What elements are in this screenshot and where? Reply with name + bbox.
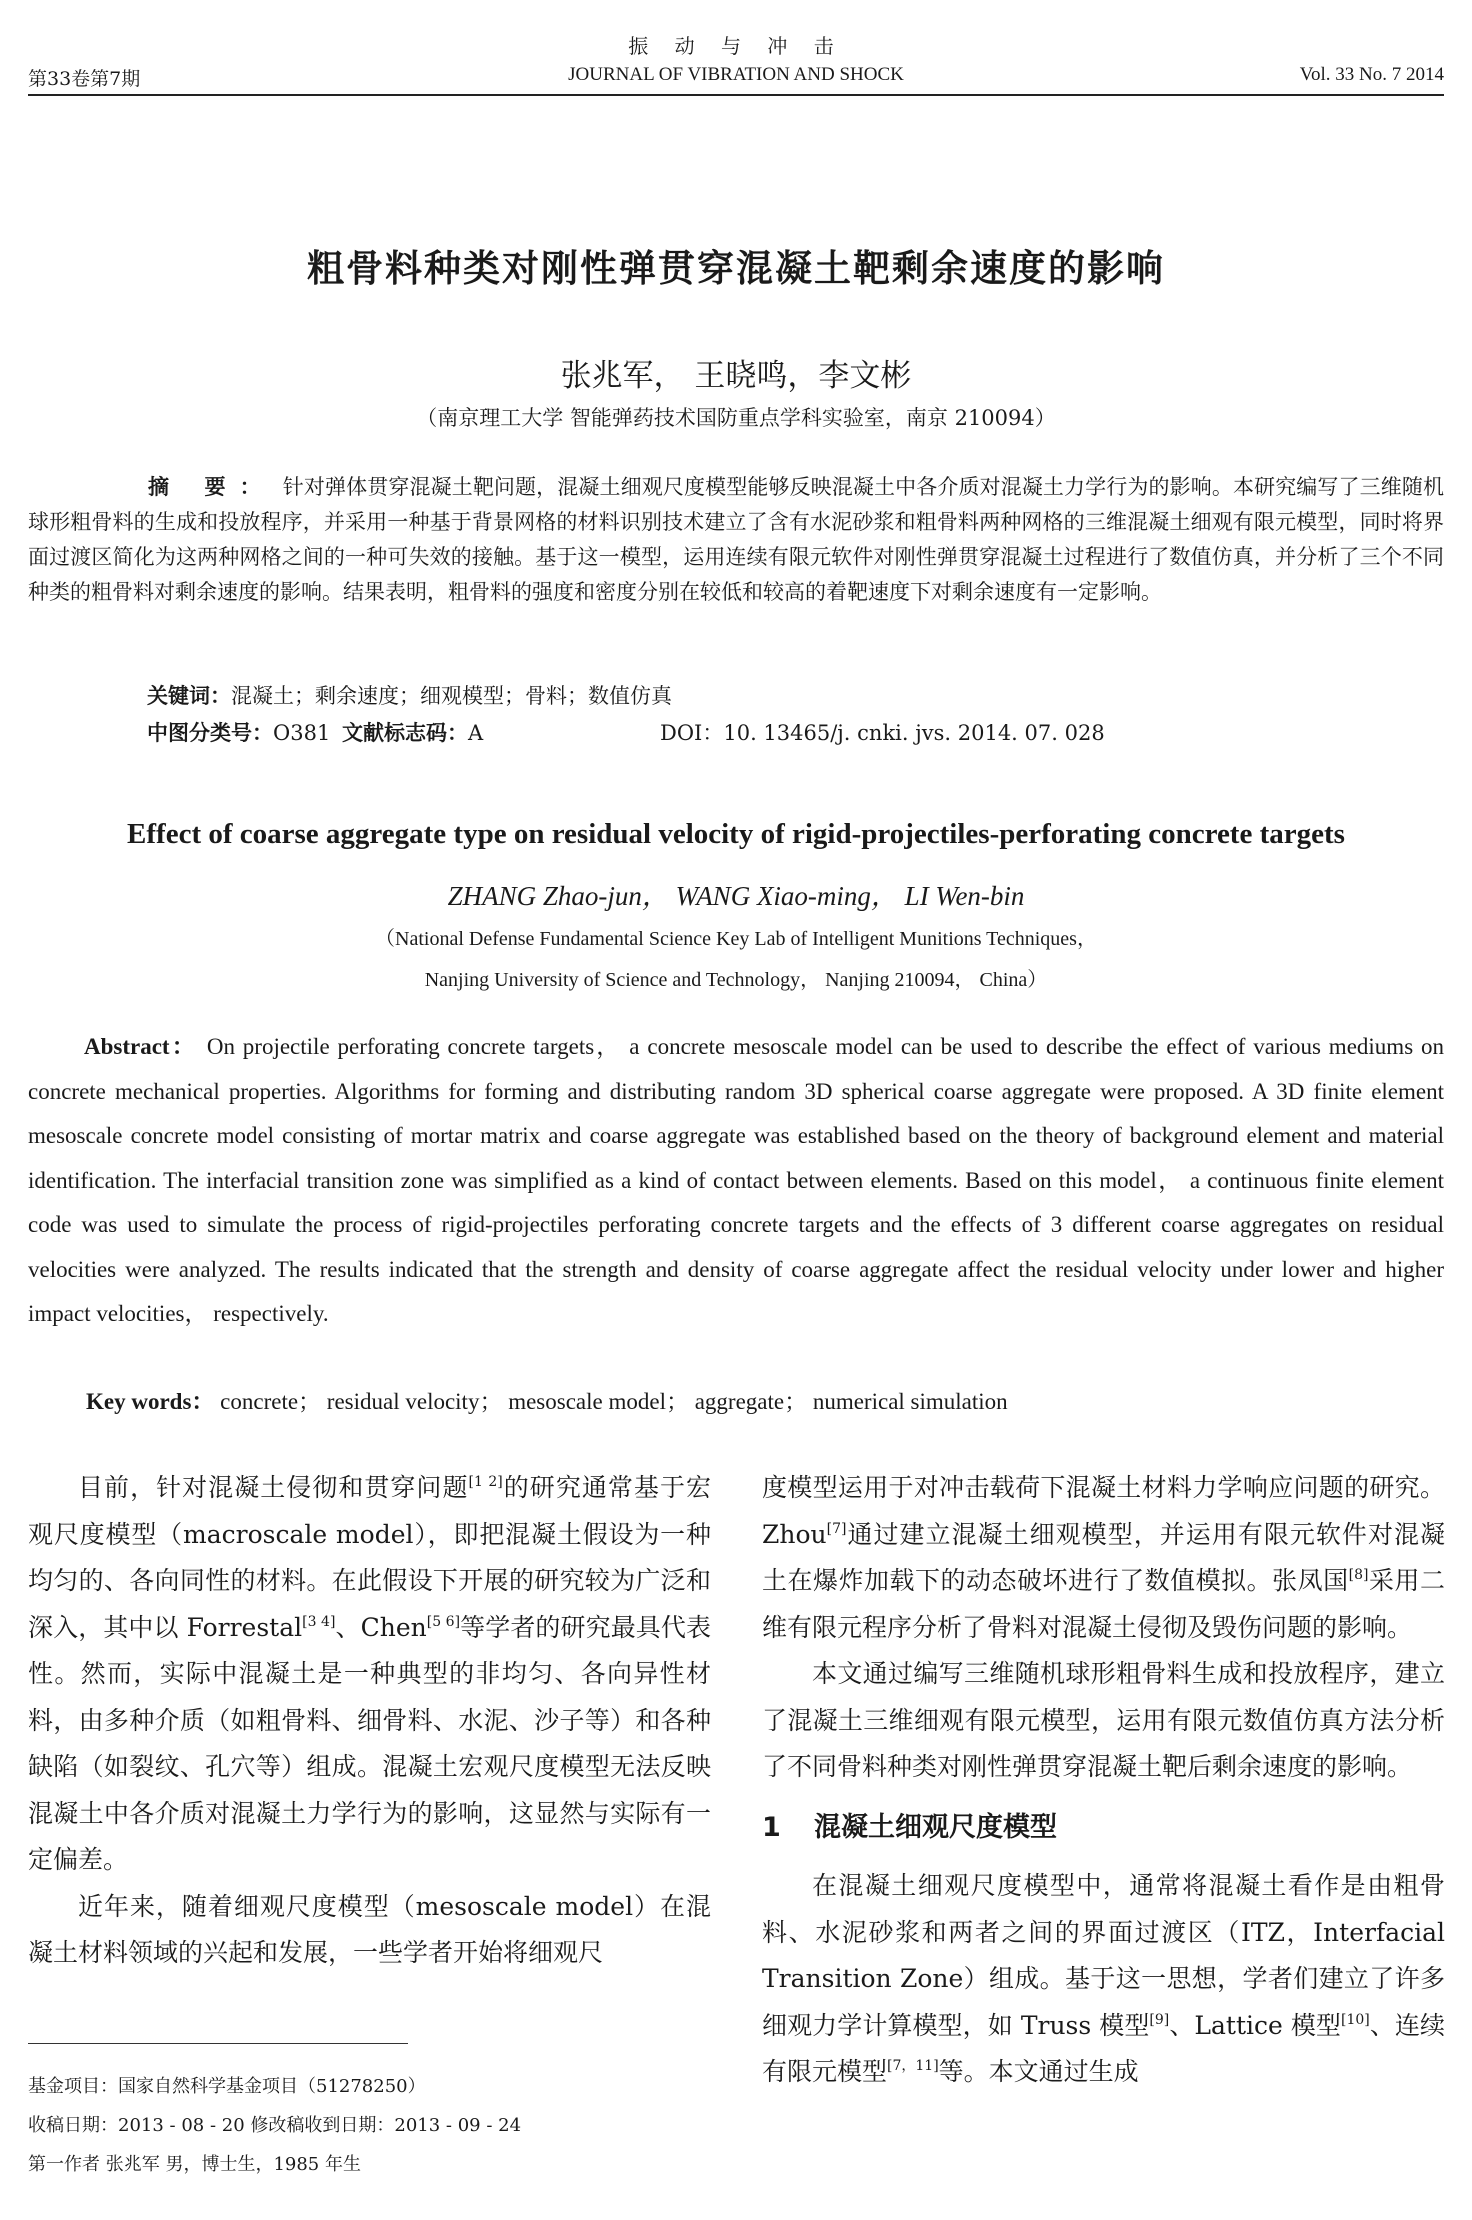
body-text: 通过建立混凝土细观模型，并运用有限元软件对混凝土在爆炸加载下的动态破坏进行了数值模拟。张凤国 [762,1519,1445,1595]
affiliation-en-line2: Nanjing University of Science and Technology， Nanjing 210094， China） [424,969,1048,991]
body-text: 在混凝土细观尺度模型中，通常将混凝土看作是由粗骨料、水泥砂浆和两者之间的界面过渡区（ITZ，Interfacial Transition Zone）组成。基于这一思想，学者们建立了许多细观力学计算模型，如 Truss 模型 [762,1871,1445,2040]
body-text: 度模型运用于对冲击载荷下混凝土材料力学响应问题的研究。Zhou [762,1473,1445,1549]
footnote-rule [28,2043,408,2044]
body-text: 目前，针对混凝土侵彻和贯穿问题 [78,1473,469,1502]
body-text: 的研究通常基于宏观尺度模型（macroscale model），即把混凝土假设为一种均匀的、各向同性的材料。在此假设下开展的研究较为广泛和深入，其中以 Forrestal [28,1473,711,1642]
paper-title-cn: 粗骨料种类对刚性弹贯穿混凝土靶剩余速度的影响 [307,247,1165,290]
keywords-en-text: concrete； residual velocity； mesoscale model； aggregate； numerical simulation [220,1389,1008,1414]
issue-en: Vol. 33 No. 7 2014 [1299,64,1444,85]
doc-code-label: 文献标志码： [342,721,468,745]
body-column-left [28,1465,711,1977]
body-paragraph: 本文通过编写三维随机球形粗骨料生成和投放程序，建立了混凝土三维细观有限元模型，运用有限元数值仿真方法分析了不同骨料种类对刚性弹贯穿混凝土靶后剩余速度的影响。 [762,1659,1445,1781]
keywords-en [86,1383,1008,1416]
paper-title-en: Effect of coarse aggregate type on residual velocity of rigid-projectiles-perforating concrete targets [127,818,1345,850]
section-title: 混凝土细观尺度模型 [814,1811,1057,1843]
keywords-en-label: Key words： [86,1389,215,1414]
body-paragraph: 近年来，随着细观尺度模型（mesoscale model）在混凝土材料领域的兴起和发展，一些学者开始将细观尺 [28,1891,711,1967]
clc-value: O381 [273,721,331,745]
header-rule [28,94,1444,96]
citation: [7] [826,1520,847,1537]
body-text: 等学者的研究最具代表性。然而，实际中混凝土是一种典型的非均匀、各向异性材料，由多种介质（如粗骨料、细骨料、水泥、沙子等）和各种缺陷（如裂纹、孔穴等）组成。混凝土宏观尺度模型无法反映混凝土中各介质对混凝土力学行为的影响，这显然与实际有一定偏差。 [28,1612,711,1874]
body-text: 、Chen [335,1612,427,1642]
classification-row [147,717,1347,747]
keywords-cn-label: 关键词： [147,684,231,708]
section-number: 1 [762,1811,781,1843]
keywords-cn-text: 混凝土；剩余速度；细观模型；骨料；数值仿真 [231,684,672,708]
clc-label: 中图分类号： [147,721,273,745]
citation: [10] [1341,2011,1370,2028]
doi: DOI：10. 13465/j. cnki. jvs. 2014. 07. 028 [660,721,1105,745]
body-paragraph [28,1465,711,1884]
citation: [9] [1149,2011,1170,2028]
affiliation-en-line1: （National Defense Fundamental Science Key Lab of Intelligent Munitions Techniques， [375,928,1097,950]
footnote-fund: 基金项目：国家自然科学基金项目（51278250） [28,2076,426,2097]
body-column-right [762,1465,1445,2096]
body-text: 、Lattice 模型 [1169,2010,1341,2040]
citation: [1 2] [468,1474,503,1490]
journal-name-en: JOURNAL OF VIBRATION AND SHOCK [568,64,904,85]
citation: [8] [1348,1567,1369,1583]
body-text: 等。本文通过生成 [938,2057,1139,2086]
footnote-author: 第一作者 张兆军 男，博士生，1985 年生 [28,2154,361,2175]
citation: [7，11] [887,2058,939,2074]
citation: [5 6] [426,1613,461,1630]
authors-en: ZHANG Zhao-jun， WANG Xiao-ming， LI Wen-bin [447,881,1025,911]
abstract-cn [28,470,1444,610]
body-paragraph [762,1863,1445,2096]
abstract-en-label: Abstract： [84,1034,197,1059]
journal-name-cn: 振 动 与 冲 击 [628,34,844,58]
issue-cn: 第33卷第7期 [28,68,141,90]
abstract-cn-text: 针对弹体贯穿混凝土靶问题，混凝土细观尺度模型能够反映混凝土中各介质对混凝土力学行为的影响。本研究编写了三维随机球形粗骨料的生成和投放程序，并采用一种基于背景网格的材料识别技术建立了含有水泥砂浆和粗骨料两种网格的三维混凝土细观有限元模型，同时将界面过渡区简化为这两种网格之间的一种可失效的接触。基于这一模型，运用连续有限元软件对刚性弹贯穿混凝土过程进行了数值仿真，并分析了三个不同种类的粗骨料对剩余速度的影响。结果表明，粗骨料的强度和密度分别在较低和较高的着靶速度下对剩余速度有一定影响。 [28,475,1445,604]
abstract-cn-label: 摘 要： [148,475,275,499]
keywords-cn [147,680,672,710]
footnote-dates: 收稿日期：2013 - 08 - 20 修改稿收到日期：2013 - 09 - 24 [28,2115,522,2136]
body-text: 、连续有限元模型 [762,2010,1445,2086]
authors-cn: 张兆军， 王晓鸣，李文彬 [560,358,912,394]
citation: [3 4] [302,1613,336,1630]
body-paragraph [762,1465,1445,1651]
body-text: 采用二维有限元程序分析了骨料对混凝土侵彻及毁伤问题的影响。 [762,1566,1445,1642]
affiliation-cn: （南京理工大学 智能弹药技术国防重点学科实验室，南京 210094） [416,406,1056,430]
abstract-en [28,1025,1444,1337]
abstract-en-text: On projectile perforating concrete targets， a concrete mesoscale model can be used to describe the effect of various mediums on concrete mechanical properties. Algorithms for forming and distributing random 3D spherical coarse aggregate were proposed. A 3D finite element mesoscale concrete model consisting of mortar matrix and coarse aggregate was established based on the theory of background element and material identification. The interfacial transition zone was simplified as a kind of contact between elements. Based on this model， a continuous finite element code was used to simulate the process of rigid-projectiles perforating concrete targets and the effects of 3 different coarse aggregates on residual velocities were analyzed. The results indicated that the strength and density of coarse aggregate affect the residual velocity under lower and higher impact velocities， respectively. [28,1034,1445,1326]
doc-code-value: A [468,721,484,745]
section-heading [762,1805,1445,1852]
